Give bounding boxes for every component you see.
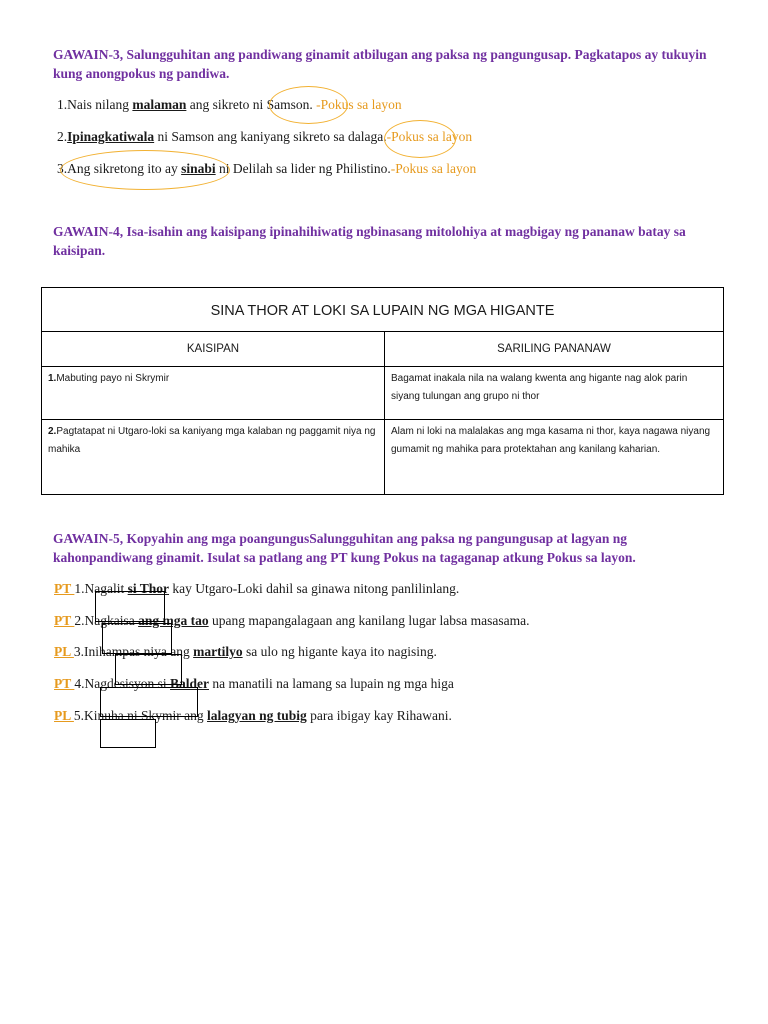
subject-circle — [269, 86, 348, 124]
gawain5-item-5: PL 5.Kinuha ni Skymir ang lalagyan ng tubig para ibigay kay Rihawani. — [54, 708, 452, 723]
subject-circle — [60, 150, 230, 190]
pananaw-cell: Bagamat inakala nila na walang kwenta ang higante nag alok parin siyang tulungan ang grupo ni thor — [385, 367, 724, 420]
answer-blank: PT — [54, 581, 75, 596]
gawain5-heading: GAWAIN-5, Kopyahin ang mga poangungusSalungguhitan ang paksa ng pangungusap at lagyan ng kahonpandiwang ginamit. Isulat sa patlang ang PT kung Pokus na tagaganap atkung Pokus sa layon. — [53, 531, 636, 565]
verb-box — [100, 687, 198, 717]
gawain3-item-2: 2.Ipinagkatiwala ni Samson ang kaniyang sikreto sa dalaga.-Pokus sa layon — [57, 129, 473, 144]
subject: si Thor — [127, 581, 170, 596]
verb-box — [100, 719, 156, 748]
gawain3-heading: GAWAIN-3, Salungguhitan ang pandiwang ginamit atbilugan ang paksa ng pangungusap. Pagkatapos ay tukuyin kung anongpokus ng pandiwa. — [53, 47, 707, 81]
table-row — [42, 367, 724, 420]
answer-blank: PT — [54, 613, 75, 628]
gawain3-item-3: 3.Ang sikretong ito ay sinabi ni Delilah sa lider ng Philistino.-Pokus sa layon — [57, 161, 477, 176]
verb-box — [95, 591, 165, 622]
kaisipan-table — [41, 287, 724, 495]
verb: sinabi — [181, 161, 216, 176]
subject: ang mga tao — [138, 613, 209, 628]
gawain5-item-2: PT 2.Nagkaisa ang mga tao upang mapangalagaan ang kanilang lugar labsa masasama. — [54, 613, 530, 628]
kaisipan-cell: 1.Mabuting payo ni Skrymir — [42, 367, 385, 420]
focus-label: -Pokus sa layon — [386, 129, 473, 144]
table-row — [42, 420, 724, 495]
focus-label: -Pokus sa layon — [316, 97, 402, 112]
verb-box — [115, 654, 182, 685]
column-header-pananaw: SARILING PANANAW — [385, 332, 724, 367]
kaisipan-cell: 2.Pagtatapat ni Utgaro-loki sa kaniyang mga kalaban ng paggamit niya ng mahika — [42, 420, 385, 495]
gawain5-item-4: PT 4.Nagdesisyon si Balder na manatili na lamang sa lupain ng mga higa — [54, 676, 454, 691]
focus-label: -Pokus sa layon — [390, 161, 477, 176]
gawain5-item-3: PL 3.Inihampas niya ang martilyo sa ulo ng higante kaya ito nagising. — [54, 644, 437, 659]
answer-blank: PL — [54, 708, 74, 723]
answer-blank: PT — [54, 676, 75, 691]
gawain5-item-1: PT 1.Nagalit si Thor kay Utgaro-Loki dahil sa ginawa nitong panlilinlang. — [54, 581, 460, 596]
pananaw-cell: Alam ni loki na malalakas ang mga kasama ni thor, kaya nagawa niyang gumamit ng mahika para protektahan ang kanilang kaharian. — [385, 420, 724, 495]
verb: malaman — [132, 97, 187, 112]
gawain4-heading: GAWAIN-4, Isa-isahin ang kaisipang ipinahihiwatig ngbinasang mitolohiya at magbigay ng pananaw batay sa kaisipan. — [53, 224, 686, 258]
subject-circle — [384, 120, 456, 158]
verb-box — [102, 623, 172, 654]
table-title: SINA THOR AT LOKI SA LUPAIN NG MGA HIGANTE — [42, 288, 724, 332]
column-header-kaisipan: KAISIPAN — [42, 332, 385, 367]
verb: Ipinagkatiwala — [67, 129, 155, 144]
subject: Balder — [170, 676, 210, 691]
answer-blank: PL — [54, 644, 74, 659]
subject: martilyo — [193, 644, 243, 659]
subject: lalagyan ng tubig — [207, 708, 307, 723]
gawain3-item-1: 1.Nais nilang malaman ang sikreto ni Samson. -Pokus sa layon — [57, 97, 402, 112]
